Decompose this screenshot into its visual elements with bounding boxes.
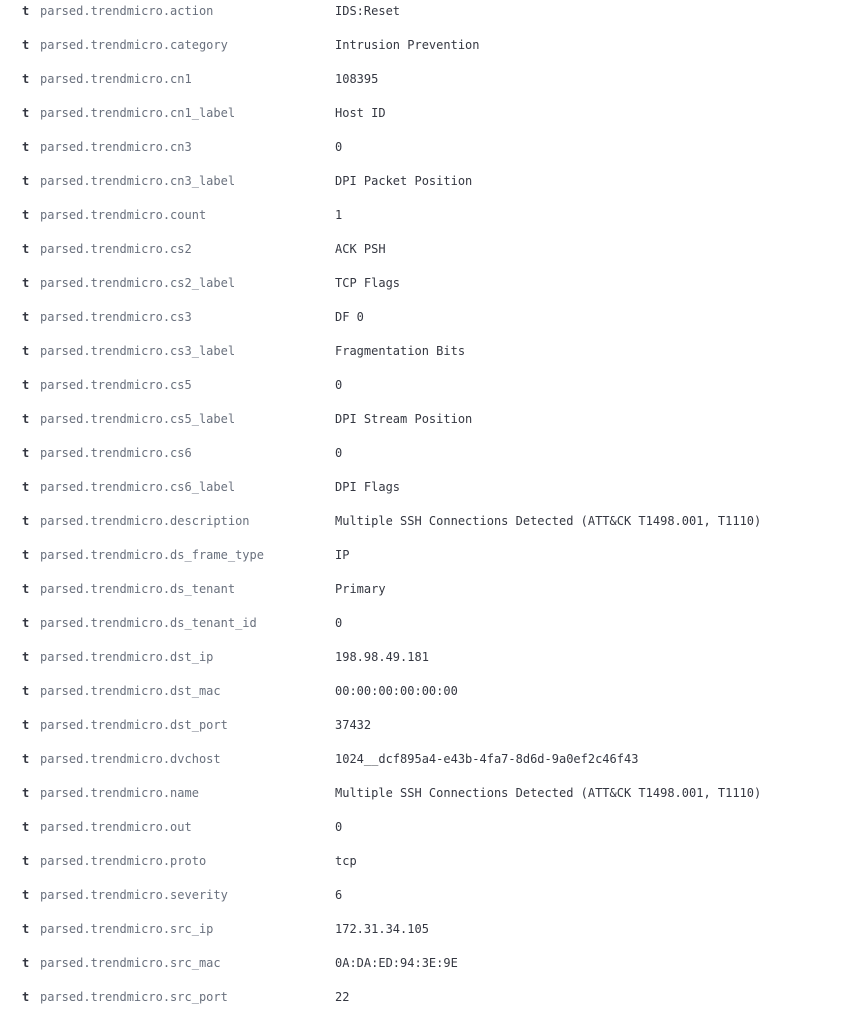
text-type-icon: t — [22, 786, 30, 800]
table-row — [0, 334, 846, 368]
field-name: parsed.trendmicro.category — [40, 38, 228, 52]
table-row — [0, 300, 846, 334]
text-type-icon: t — [22, 174, 30, 188]
table-row — [0, 878, 846, 912]
field-value: IDS:Reset — [335, 4, 401, 18]
table-row — [0, 980, 846, 1014]
table-row — [0, 470, 846, 504]
field-value: 0 — [335, 616, 343, 630]
field-value: TCP Flags — [335, 276, 401, 290]
text-type-icon: t — [22, 310, 30, 324]
field-value: 172.31.34.105 — [335, 922, 429, 936]
field-value: 37432 — [335, 718, 372, 732]
text-type-icon: t — [22, 208, 30, 222]
table-row — [0, 708, 846, 742]
field-name: parsed.trendmicro.src_ip — [40, 922, 214, 936]
field-name: parsed.trendmicro.cn3_label — [40, 174, 236, 188]
text-type-icon: t — [22, 956, 30, 970]
field-value: 00:00:00:00:00:00 — [335, 684, 458, 698]
table-row — [0, 912, 846, 946]
field-value: DPI Stream Position — [335, 412, 473, 426]
text-type-icon: t — [22, 378, 30, 392]
text-type-icon: t — [22, 72, 30, 86]
field-value: 22 — [335, 990, 350, 1004]
text-type-icon: t — [22, 344, 30, 358]
table-row — [0, 0, 846, 28]
table-row — [0, 674, 846, 708]
field-name: parsed.trendmicro.cs5 — [40, 378, 192, 392]
table-row — [0, 538, 846, 572]
field-name: parsed.trendmicro.cs3_label — [40, 344, 236, 358]
text-type-icon: t — [22, 616, 30, 630]
table-row — [0, 946, 846, 980]
table-row — [0, 504, 846, 538]
field-name: parsed.trendmicro.cn3 — [40, 140, 192, 154]
field-name: parsed.trendmicro.action — [40, 4, 214, 18]
table-row — [0, 572, 846, 606]
table-row — [0, 776, 846, 810]
field-name: parsed.trendmicro.description — [40, 514, 250, 528]
field-value: Multiple SSH Connections Detected (ATT&CK T1498.001, T1110) — [335, 514, 762, 528]
field-name: parsed.trendmicro.ds_frame_type — [40, 548, 264, 562]
table-row — [0, 402, 846, 436]
text-type-icon: t — [22, 582, 30, 596]
field-value: 198.98.49.181 — [335, 650, 429, 664]
text-type-icon: t — [22, 684, 30, 698]
field-name: parsed.trendmicro.count — [40, 208, 207, 222]
field-name: parsed.trendmicro.dst_ip — [40, 650, 214, 664]
field-name: parsed.trendmicro.src_mac — [40, 956, 221, 970]
text-type-icon: t — [22, 820, 30, 834]
text-type-icon: t — [22, 752, 30, 766]
text-type-icon: t — [22, 888, 30, 902]
table-row — [0, 606, 846, 640]
table-row — [0, 232, 846, 266]
table-row — [0, 164, 846, 198]
field-name: parsed.trendmicro.proto — [40, 854, 207, 868]
field-name: parsed.trendmicro.cs5_label — [40, 412, 236, 426]
text-type-icon: t — [22, 854, 30, 868]
field-value: Fragmentation Bits — [335, 344, 466, 358]
field-value: 1024__dcf895a4-e43b-4fa7-8d6d-9a0ef2c46f43 — [335, 752, 639, 766]
field-name: parsed.trendmicro.name — [40, 786, 199, 800]
text-type-icon: t — [22, 548, 30, 562]
field-name: parsed.trendmicro.dst_port — [40, 718, 228, 732]
field-value: 0 — [335, 446, 343, 460]
table-row — [0, 640, 846, 674]
field-name: parsed.trendmicro.cn1_label — [40, 106, 236, 120]
text-type-icon: t — [22, 514, 30, 528]
text-type-icon: t — [22, 446, 30, 460]
field-value: 0 — [335, 378, 343, 392]
field-value: Host ID — [335, 106, 386, 120]
text-type-icon: t — [22, 990, 30, 1004]
text-type-icon: t — [22, 4, 30, 18]
field-value: 0 — [335, 820, 343, 834]
field-name: parsed.trendmicro.cs2 — [40, 242, 192, 256]
field-value: ACK PSH — [335, 242, 386, 256]
table-row — [0, 742, 846, 776]
text-type-icon: t — [22, 276, 30, 290]
text-type-icon: t — [22, 38, 30, 52]
text-type-icon: t — [22, 412, 30, 426]
field-value: tcp — [335, 854, 357, 868]
table-row — [0, 62, 846, 96]
field-name: parsed.trendmicro.dst_mac — [40, 684, 221, 698]
table-row — [0, 130, 846, 164]
text-type-icon: t — [22, 140, 30, 154]
field-name: parsed.trendmicro.ds_tenant — [40, 582, 236, 596]
field-name: parsed.trendmicro.out — [40, 820, 192, 834]
field-name: parsed.trendmicro.dvchost — [40, 752, 221, 766]
field-value: 6 — [335, 888, 343, 902]
table-row — [0, 810, 846, 844]
table-row — [0, 198, 846, 232]
field-value: DPI Flags — [335, 480, 401, 494]
field-name: parsed.trendmicro.src_port — [40, 990, 228, 1004]
field-name: parsed.trendmicro.cn1 — [40, 72, 192, 86]
table-row — [0, 96, 846, 130]
field-value: 108395 — [335, 72, 379, 86]
text-type-icon: t — [22, 922, 30, 936]
field-name: parsed.trendmicro.cs6_label — [40, 480, 236, 494]
field-name: parsed.trendmicro.cs6 — [40, 446, 192, 460]
field-value: DPI Packet Position — [335, 174, 473, 188]
field-value: Intrusion Prevention — [335, 38, 480, 52]
field-value: 1 — [335, 208, 343, 222]
text-type-icon: t — [22, 650, 30, 664]
field-name: parsed.trendmicro.cs3 — [40, 310, 192, 324]
field-value: Multiple SSH Connections Detected (ATT&CK T1498.001, T1110) — [335, 786, 762, 800]
field-value: IP — [335, 548, 350, 562]
field-value: 0 — [335, 140, 343, 154]
field-value: 0A:DA:ED:94:3E:9E — [335, 956, 458, 970]
text-type-icon: t — [22, 106, 30, 120]
table-row — [0, 368, 846, 402]
table-row — [0, 266, 846, 300]
text-type-icon: t — [22, 242, 30, 256]
table-row — [0, 436, 846, 470]
field-name: parsed.trendmicro.cs2_label — [40, 276, 236, 290]
table-row — [0, 28, 846, 62]
field-name: parsed.trendmicro.ds_tenant_id — [40, 616, 257, 630]
field-value: DF 0 — [335, 310, 364, 324]
text-type-icon: t — [22, 718, 30, 732]
table-row — [0, 844, 846, 878]
field-value: Primary — [335, 582, 386, 596]
field-name: parsed.trendmicro.severity — [40, 888, 228, 902]
text-type-icon: t — [22, 480, 30, 494]
